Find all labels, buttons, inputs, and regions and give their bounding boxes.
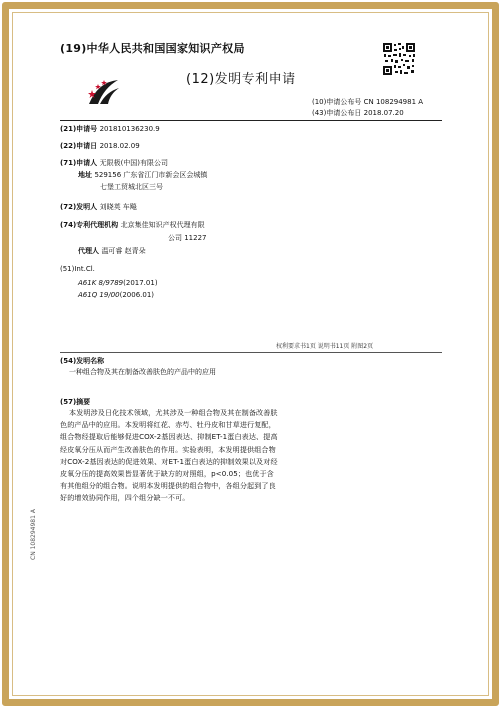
ipc-class-2: A61Q 19/00(2006.01) xyxy=(78,291,155,299)
issuing-office: (19)中华人民共和国国家知识产权局 xyxy=(60,42,245,55)
int-cl-heading: (51)Int.Cl. xyxy=(60,265,95,273)
application-date: (22)申请日 2018.02.09 xyxy=(60,142,140,150)
publication-number: (10)申请公布号 CN 108294981 A xyxy=(312,98,424,106)
applicant: (71)申请人 无限极(中国)有限公司 xyxy=(60,159,169,167)
abstract-heading: (57)摘要 xyxy=(60,398,91,406)
agents: 代理人 温可睿 赵青朵 xyxy=(78,247,146,255)
patent-agency-line-1: (74)专利代理机构 北京集佳知识产权代理有限 xyxy=(60,221,205,229)
invention-title-heading: (54)发明名称 xyxy=(60,357,105,365)
address-line-1: 地址 529156 广东省江门市新会区会城镇 xyxy=(78,171,208,179)
publication-date: (43)申请公布日 2018.07.20 xyxy=(312,109,404,117)
ipc-class-1: A61K 8/9789(2017.01) xyxy=(78,279,158,287)
decorative-frame-inner xyxy=(12,12,489,696)
abstract-text: 本发明涉及日化技术领域，尤其涉及一种组合物及其在制备改善肤色的产品中的应用。本发明将红花、赤芍、牡丹皮和甘草进行复配，组合物经提取后能够促进COX-2基因表达、抑制ET-1蛋白表达、提高经皮氧分压从而产生改善肤色的作用。实验表明，本发明提供组合物对COX-2基因表达的促进效果、对ET-1蛋白表达的抑制效果以及对经皮氧分压的提高效果皆显著优于缺方的对照组，p<0.05；也优于含有其他组分的组合物。说明本发明提供的组合物中，各组分起到了良好的增效协同作用，四个组分缺一不可。 xyxy=(60,408,278,503)
cnipa-logo-icon xyxy=(86,76,122,108)
document-type: (12)发明专利申请 xyxy=(186,72,296,87)
header-divider xyxy=(60,120,442,121)
invention-title: 一种组合物及其在制备改善肤色的产品中的应用 xyxy=(69,368,216,376)
patent-agency-line-2: 公司 11227 xyxy=(168,234,207,242)
inventors: (72)发明人 刘晓英 车飚 xyxy=(60,203,137,211)
section-divider xyxy=(60,352,442,353)
application-number: (21)申请号 201810136230.9 xyxy=(60,125,160,133)
address-line-2: 七堡工贸城北区三号 xyxy=(100,183,163,191)
side-publication-code: CN 108294981 A xyxy=(30,509,37,560)
page-counts: 权利要求书1页 说明书11页 附图2页 xyxy=(276,343,374,350)
qr-code-icon xyxy=(382,42,416,76)
